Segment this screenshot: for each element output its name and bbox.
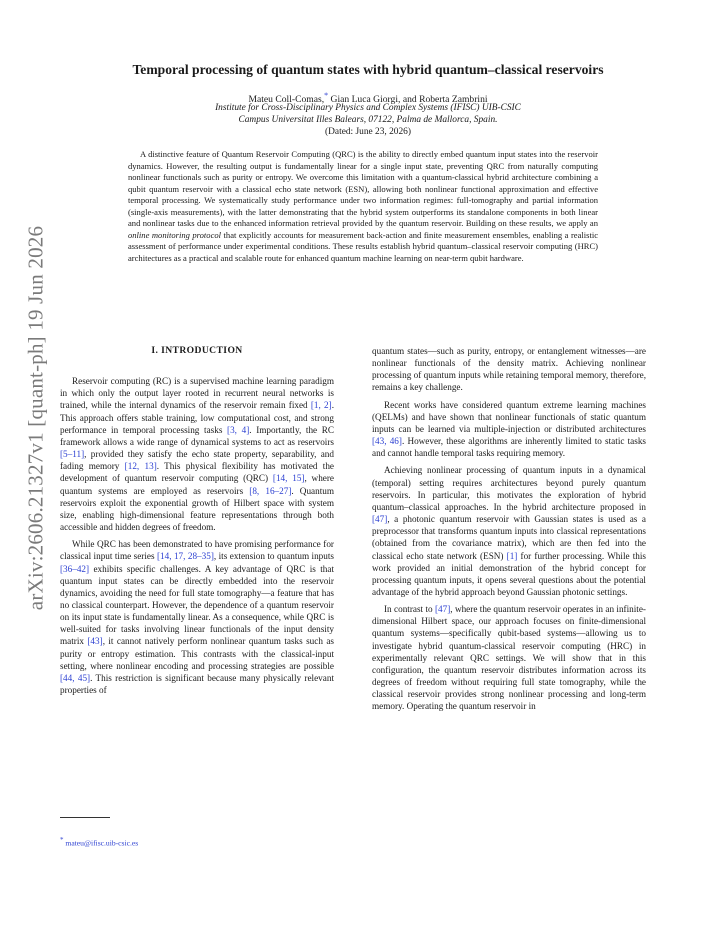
abstract-emphasis: online monitoring protocol: [128, 229, 222, 240]
citation-link[interactable]: [8, 16–27]: [249, 485, 292, 496]
paragraph-text: Recent works have considered quantum extreme learning machines (QELMs) and have shown that nonlinear functionals of static quantum inputs can be learned via multiple-injection or distributed architectures: [372, 399, 646, 434]
body-paragraph: [372, 345, 646, 394]
paragraph-text: In contrast to: [384, 604, 435, 615]
paragraph-text: , provided they satisfy the echo state property, separability, and fading memory: [60, 449, 334, 472]
citation-link[interactable]: [43, 46]: [372, 436, 402, 447]
left-column-body: [60, 375, 334, 696]
author-footnote-marker[interactable]: *: [324, 91, 329, 100]
paragraph-text: Reservoir computing (RC) is a supervised machine learning paradigm in which only the output layer rooted in recurrent neural networks is trained, while the internal dynamics of the reservoir remain fixed: [60, 376, 334, 411]
footnote-rule: [60, 817, 110, 818]
citation-link[interactable]: [12, 13]: [124, 461, 157, 472]
body-paragraph: [372, 603, 646, 712]
citation-link[interactable]: [36–42]: [60, 563, 90, 574]
paragraph-text: . This restriction is significant because many physically relevant properties of: [60, 672, 334, 696]
paragraph-text: . This physical flexibility has motivated the development of quantum reservoir computing (QRC): [60, 461, 334, 484]
citation-link[interactable]: [44, 45]: [60, 672, 91, 683]
paragraph-text: , a photonic quantum reservoir with Gaussian states is used as a preprocessor that transforms quantum inputs into classical representations (obtained from the covariance matrix), which are then fed into the classical echo state network (ESN): [372, 514, 646, 561]
citation-link[interactable]: [3, 4]: [227, 424, 250, 435]
citation-link[interactable]: [47]: [372, 514, 388, 525]
date-line: (Dated: June 23, 2026): [325, 127, 411, 137]
arxiv-identifier-stamp: [22, 158, 50, 678]
abstract-text-1: A distinctive feature of Quantum Reservoir Computing (QRC) is the ability to directly embed quantum input states into the reservoir dynamics. However, the resulting output is fundamentally linear for a single input state, preventing QRC from naturally computing nonlinear functionals such as purity or entropy. We overcome this limitation with a quantum-classical hybrid architecture combining a qubit quantum reservoir with a classical echo state network (ESN), allowing both nonlinear functional approximation and effective temporal processing. We systematically study performance under two information regimes: full-tomography and partial information (single-axis measurements), with the latter demonstrating that the hybrid system outperforms its standalone components in both linear and nonlinear tasks due to the enhanced information retrieval provided by the quantum reservoir. Building on these results, we apply an: [128, 149, 598, 229]
paragraph-text: for further processing. While this work provided an initial demonstration of the hybrid concept for processing quantum inputs, it opens several questions about the potential advantage of the hybrid approach beyond Gaussian photonic settings.: [372, 550, 646, 597]
citation-link[interactable]: [47]: [434, 604, 451, 615]
paragraph-text: , its extension to quantum inputs: [213, 551, 334, 562]
abstract-text-2: that explicitly accounts for measurement back-action and finite measurement ensembles, enabling a realistic assessment of performance under experimental conditions. These results establish hybrid quantum–classical reservoir computing (HRC) architectures as a practical and scalable route for enhanced quantum machine learning on near-term qubit hardware.: [128, 229, 599, 263]
body-paragraph: [372, 399, 646, 460]
author-rest: Gian Luca Giorgi, and Roberta Zambrini: [328, 94, 488, 106]
right-column-body: [372, 345, 646, 713]
author-email-link[interactable]: mateu@ifisc.uib-csic.es: [65, 838, 139, 848]
citation-link[interactable]: [1, 2]: [310, 400, 332, 411]
paragraph-text: . Importantly, the RC framework allows a wide range of dynamical systems to act as reservoirs: [60, 424, 334, 447]
citation-link[interactable]: [14, 17, 28–35]: [156, 551, 214, 562]
paragraph-text: , where quantum systems are employed as reservoirs: [60, 473, 335, 496]
citation-link[interactable]: [1]: [506, 550, 518, 561]
body-paragraph: [60, 375, 334, 533]
citation-link[interactable]: [14, 15]: [272, 473, 305, 484]
body-paragraph: [372, 464, 646, 598]
paper-title: Temporal processing of quantum states with hybrid quantum–classical reservoirs: [132, 62, 604, 77]
paragraph-text: Achieving nonlinear processing of quantum inputs in a dynamical (temporal) setting requires architectures beyond purely quantum reservoirs. In particular, this motivates the exploration of hybrid quantum–classical approaches. In the hybrid architecture proposed in: [372, 465, 646, 512]
paragraph-text: quantum states—such as purity, entropy, or entanglement witnesses—are nonlinear functionals of the density matrix. Achieving nonlinear processing of quantum inputs while retaining temporal memory, therefore, remains a key challenge.: [372, 346, 646, 393]
paragraph-text: . Quantum reservoirs exploit the exponential growth of Hilbert space with system size, enabling high-dimensional feature representations through both accessible and hidden degrees of freedom.: [60, 485, 334, 533]
paragraph-text: , where the quantum reservoir operates in an infinite-dimensional Hilbert space, our approach focuses on finite-dimensional quantum systems—specifically qubit-based systems—allowing us to investigate hybrid quantum-classical reservoir computing (HRC) in experimentally relevant QRC settings. We will show that in this configuration, the quantum reservoir distributes information across its degrees of freedom without requiring full state tomography, while the classical reservoir provides strong nonlinear processing and long-term memory. Operating the quantum reservoir in: [372, 604, 646, 712]
paragraph-text: . This approach offers stable training, low computational cost, and strong performance in temporal processing tasks: [60, 400, 334, 435]
section-heading-introduction: I. INTRODUCTION: [151, 345, 243, 356]
body-paragraph: [60, 538, 334, 696]
paragraph-text: . However, these algorithms are inherently limited to static tasks and cannot handle temporal tasks requiring memory.: [372, 436, 646, 459]
citation-link[interactable]: [43]: [87, 636, 103, 647]
footnote-marker: *: [60, 836, 64, 844]
arxiv-identifier-text: arXiv:2606.21327v1 [quant-ph] 19 Jun 2026: [23, 225, 48, 611]
left-column: [60, 345, 334, 696]
affiliation-line-1: Institute for Cross-Disciplinary Physics and Complex Systems (IFISC) UIB-CSIC: [215, 103, 521, 113]
paragraph-text: While QRC has been demonstrated to have promising performance for classical input time series: [60, 539, 334, 562]
affiliation-line-2: Campus Universitat Illes Balears, 07122, Palma de Mallorca, Spain.: [238, 115, 498, 125]
paragraph-text: , it cannot natively perform nonlinear quantum tasks such as purity or entropy estimation. This contrasts with the classical-input setting, where nonlinear encoding and processing strategies are possible: [60, 636, 334, 671]
paragraph-text: exhibits specific challenges. A key advantage of QRC is that quantum input states can be directly embedded into the reservoir dynamics, avoiding the need for full state tomography—a feature that has no classical counterpart. However, the dependence of a quantum reservoir on its input state is fundamentally linear. As a consequence, while QRC is well-suited for tasks involving linear functionals of the input density matrix: [60, 563, 334, 647]
abstract: [128, 149, 598, 264]
footnote: [60, 836, 138, 848]
right-column: [372, 345, 646, 713]
citation-link[interactable]: [5–11]: [60, 449, 85, 460]
author-first: Mateu Coll-Comas,: [248, 94, 325, 106]
